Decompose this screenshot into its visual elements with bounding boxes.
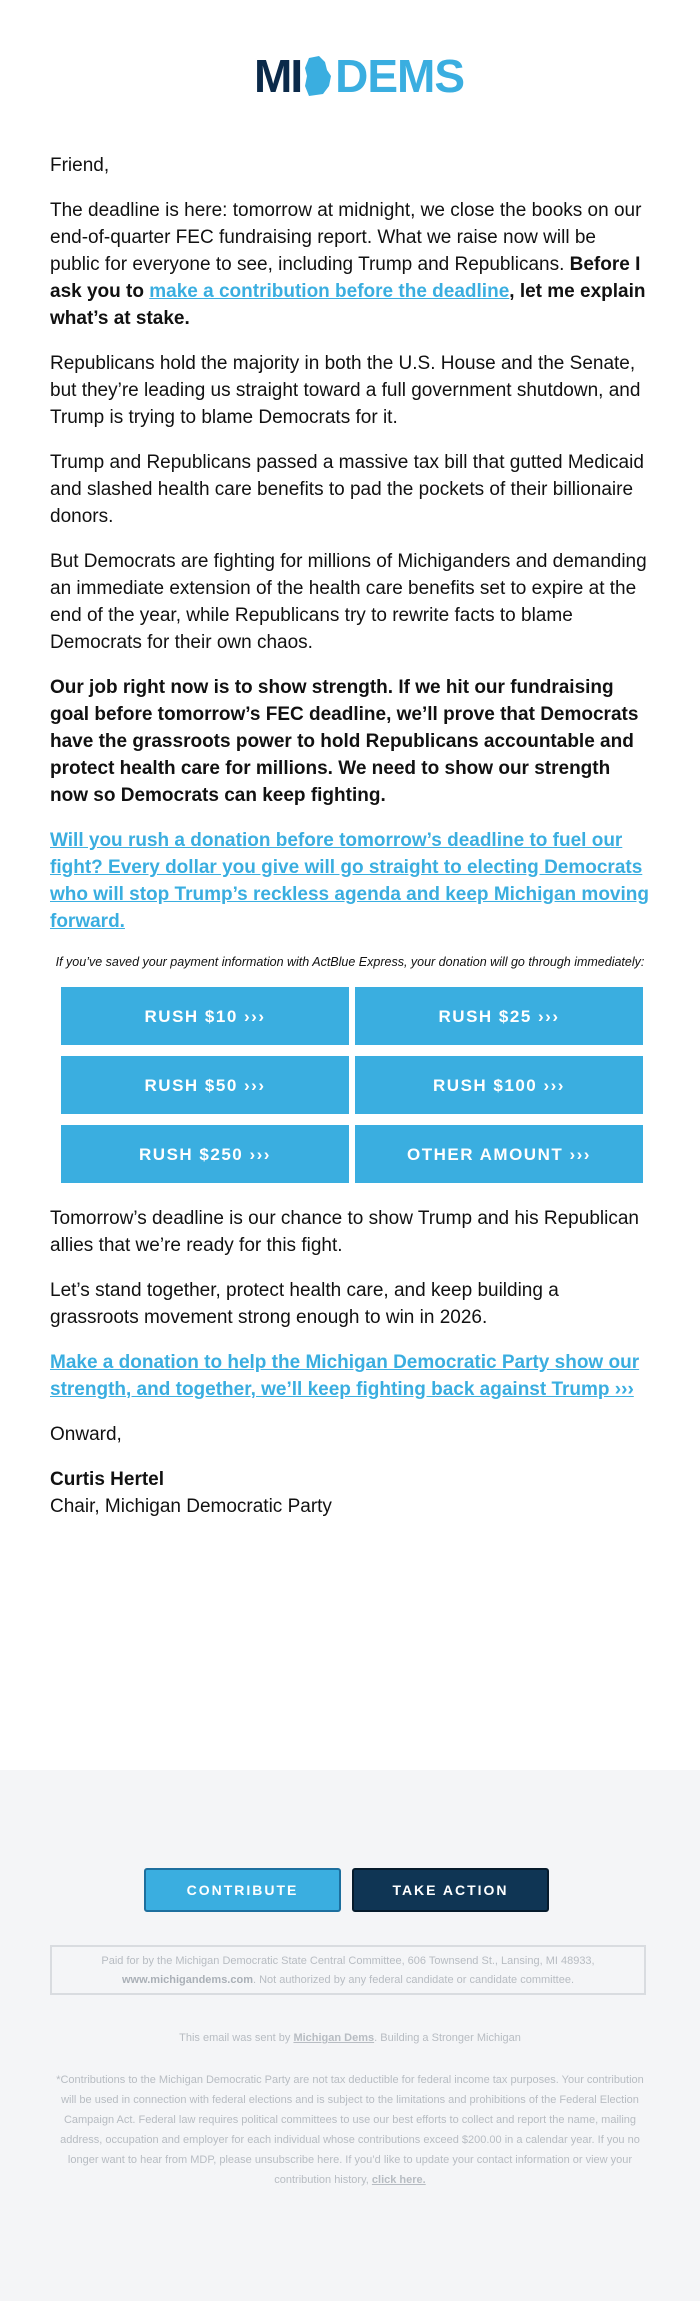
logo-dems-text: DEMS bbox=[335, 50, 465, 102]
paragraph-ready: Tomorrow’s deadline is our chance to show Trump and his Republican allies that we’re ready for this fight. bbox=[50, 1208, 639, 1256]
contribute-button[interactable]: CONTRIBUTE bbox=[144, 1868, 341, 1912]
paragraph-fighting: But Democrats are fighting for millions of Michiganders and demanding an immediate extension of the health care benefits set to expire at the end of the year, while Republicans try to rewrite facts to blame Democrats for their own chaos. bbox=[50, 551, 647, 653]
footer-buttons bbox=[144, 1868, 549, 1912]
sent-by-line: This email was sent by Michigan Dems. Building a Stronger Michigan bbox=[179, 2032, 521, 2044]
click-here-link[interactable]: click here. bbox=[371, 2174, 426, 2186]
email-footer bbox=[0, 1770, 700, 2301]
email-content bbox=[50, 152, 650, 1520]
rush-100-button[interactable]: RUSH $100 ››› bbox=[355, 1056, 643, 1114]
legal-disclaimer: *Contributions to the Michigan Democratic Party are not tax deductible for federal income tax purposes. Your contribution will be used in connection with federal elections and is subject to the limitations and prohibitions of the Federal Election Campaign Act. Federal law requires political committees to use our best efforts to collect and report the name, mailing address, occupation and employer for each individual whose contributions exceed $200.00 in a calendar year. If you no longer want to hear from MDP, please unsubscribe here. If you’d like to update your contact information or view your contribution history, click here. bbox=[56, 2074, 644, 2186]
signature bbox=[50, 1466, 650, 1520]
website-link[interactable]: www.michigandems.com bbox=[121, 1974, 253, 1986]
signer-title: Chair, Michigan Democratic Party bbox=[50, 1496, 332, 1517]
actblue-express-note: If you’ve saved your payment information with ActBlue Express, your donation will go through immediately: bbox=[55, 955, 645, 969]
make-donation-link[interactable]: Make a donation to help the Michigan Democratic Party show our strength, and together, we’ll keep fighting back against Trump ››› bbox=[50, 1352, 640, 1400]
michigan-dems-link[interactable]: Michigan Dems bbox=[293, 2032, 375, 2044]
mi-dems-logo[interactable] bbox=[254, 50, 465, 102]
paragraph-majority: Republicans hold the majority in both the U.S. House and the Senate, but they’re leading us straight toward a full government shutdown, and Trump is trying to blame Democrats for it. bbox=[50, 353, 641, 428]
paragraph-stand-together: Let’s stand together, protect health care, and keep building a grassroots movement strong enough to win in 2026. bbox=[50, 1280, 559, 1328]
paid-for-disclaimer: Paid for by the Michigan Democratic State Central Committee, 606 Townsend St., Lansing, MI 48933, www.michigandems.com. Not authorized by any federal candidate or candidate committee. bbox=[50, 1945, 646, 1995]
other-amount-button[interactable]: OTHER AMOUNT ››› bbox=[355, 1125, 643, 1183]
paragraph-cta bbox=[50, 827, 650, 935]
paragraph-tax-bill: Trump and Republicans passed a massive tax bill that gutted Medicaid and slashed health care benefits to pad the pockets of their billionaire donors. bbox=[50, 452, 644, 527]
rush-50-button[interactable]: RUSH $50 ››› bbox=[61, 1056, 349, 1114]
paragraph-strength: Our job right now is to show strength. If we hit our fundraising goal before tomorrow’s FEC deadline, we’ll prove that Democrats have the grassroots power to hold Republicans accountable and protect health care for millions. We need to show our strength now so Democrats can keep fighting. bbox=[50, 677, 639, 806]
paragraph-deadline: The deadline is here: tomorrow at midnight, we close the books on our end-of-quarter FEC fundraising report. What we raise now will be public for everyone to see, including Trump and Republicans. Before I ask you to make a contribution before the deadline, let me explain what’s at stake. bbox=[50, 200, 646, 329]
take-action-button[interactable]: TAKE ACTION bbox=[352, 1868, 549, 1912]
signer-name: Curtis Hertel bbox=[50, 1469, 165, 1490]
paragraph-cta-2 bbox=[50, 1349, 650, 1403]
rush-donation-link[interactable]: Will you rush a donation before tomorrow’s deadline to fuel our fight? Every dollar you give will go straight to electing Democrats who will stop Trump’s reckless agenda and keep Michigan moving forward. bbox=[50, 830, 649, 932]
michigan-state-icon bbox=[303, 56, 333, 96]
greeting: Friend, bbox=[50, 155, 110, 176]
closing: Onward, bbox=[50, 1424, 122, 1445]
rush-250-button[interactable]: RUSH $250 ››› bbox=[61, 1125, 349, 1183]
contribution-link[interactable]: make a contribution before the deadline bbox=[149, 281, 510, 302]
rush-10-button[interactable]: RUSH $10 ››› bbox=[61, 987, 349, 1045]
logo-mi-text: MI bbox=[254, 50, 302, 102]
rush-25-button[interactable]: RUSH $25 ››› bbox=[355, 987, 643, 1045]
donation-button-grid bbox=[61, 987, 650, 1183]
